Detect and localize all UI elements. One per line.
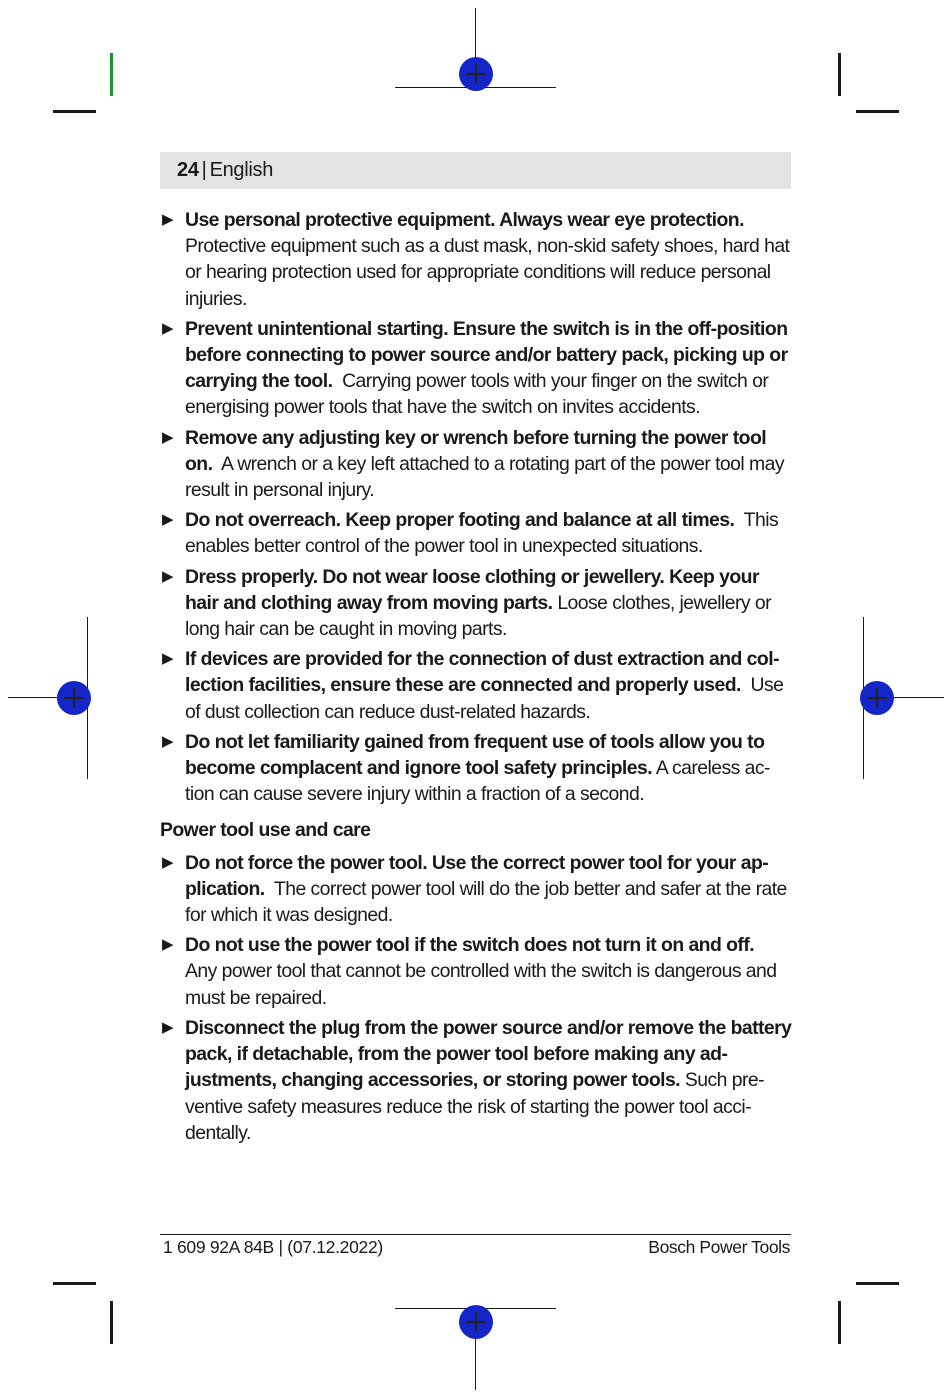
item-bold-text: Disconnect the plug from the power source and/or remove the battery pack, if detachable, from the power tool before making any adjustments, changing accessories, or storing power tools. xyxy=(185,1016,792,1092)
item-text: A wrench or a key left attached to a rotating part of the power tool may result in personal injury. xyxy=(185,452,784,502)
item-text: A careless action can cause severe injury within a fraction of a second. xyxy=(185,757,771,806)
bullet-triangle-icon: ▶ xyxy=(162,319,173,337)
list-item xyxy=(160,850,792,929)
item-text: The correct power tool will do the job better and safer at the rate for which it was designed. xyxy=(185,877,787,927)
list-item xyxy=(160,507,792,559)
page-number: 24 xyxy=(177,159,199,181)
item-bold-text: Remove any adjusting key or wrench before turning the power tool on. xyxy=(185,426,767,475)
bullet-triangle-icon: ▶ xyxy=(162,936,173,954)
bullet-triangle-icon: ▶ xyxy=(162,211,173,228)
list-item xyxy=(160,646,792,725)
section-heading: Power tool use and care xyxy=(160,819,371,842)
item-text: Protective equipment such as a dust mask, non-skid safety shoes, hard hat or hearing protection used for appropriate conditions will reduce personal injuries. xyxy=(185,235,790,310)
item-bold-text: If devices are provided for the connection of dust extraction and collection facilities, ensure these are connected and properly used. xyxy=(185,648,780,697)
item-text: Carrying power tools with your finger on the switch or energising power tools that have the switch on invites accidents. xyxy=(185,370,769,419)
footer-brand: Bosch Power Tools xyxy=(648,1237,790,1257)
bullet-triangle-icon: ▶ xyxy=(162,853,173,871)
safety-content xyxy=(160,207,792,1150)
bullet-triangle-icon: ▶ xyxy=(162,567,173,585)
item-bold-text: Dress properly. Do not wear loose clothing or jewellery. Keep your hair and clothing away from moving parts. xyxy=(185,565,759,614)
crop-mark-bottom-left-horizontal xyxy=(53,1282,96,1285)
list-item xyxy=(160,425,792,504)
bullet-triangle-icon: ▶ xyxy=(162,428,173,446)
list-item xyxy=(160,1015,792,1146)
item-bold-text: Prevent unintentional starting. Ensure the switch is in the off-position before connecting to power source and/or battery pack, picking up or carrying the tool. xyxy=(185,317,788,393)
list-item xyxy=(160,207,792,312)
page-header xyxy=(160,152,791,189)
item-bold-text: Do not overreach. Keep proper footing and balance at all times. xyxy=(185,509,735,532)
crop-mark-bottom-left-vertical xyxy=(110,1301,113,1344)
registration-mark-top xyxy=(459,57,493,91)
crop-mark-top-right-vertical xyxy=(838,53,841,96)
item-bold-text: Use personal protective equipment. Always wear eye protection. xyxy=(185,209,744,231)
crop-mark-top-right-horizontal xyxy=(856,110,899,113)
registration-mark-bottom xyxy=(459,1305,493,1339)
list-item xyxy=(160,729,792,808)
bullet-triangle-icon: ▶ xyxy=(162,1018,173,1036)
item-text: Loose clothes, jewellery or long hair can be caught in moving parts. xyxy=(185,591,771,641)
footer-rule xyxy=(160,1234,791,1235)
item-bold-text: Do not use the power tool if the switch does not turn it on and off. xyxy=(185,934,755,957)
item-text: Such preventive safety measures reduce the risk of starting the power tool accidentally. xyxy=(185,1069,765,1144)
item-bold-text: Do not let familiarity gained from frequent use of tools allow you to become complacent and ignore tool safety principles. xyxy=(185,730,765,780)
bullet-triangle-icon: ▶ xyxy=(162,732,173,750)
item-text: Use of dust collection can reduce dust-related hazards. xyxy=(185,674,784,723)
crop-mark-top-left-vertical xyxy=(110,53,113,96)
crop-mark-top-left-horizontal xyxy=(53,110,96,113)
crop-mark-bottom-right-horizontal xyxy=(856,1282,899,1285)
header-separator: | xyxy=(201,159,207,181)
item-text: This enables better control of the power tool in unexpected situations. xyxy=(185,509,779,558)
header-language: English xyxy=(209,159,274,181)
list-item xyxy=(160,316,792,421)
item-bold-text: Do not force the power tool. Use the correct power tool for your application. xyxy=(185,851,769,900)
registration-mark-left xyxy=(57,681,91,715)
bullet-triangle-icon: ▶ xyxy=(162,511,173,529)
crop-mark-bottom-right-vertical xyxy=(838,1301,841,1344)
footer-document-number: 1 609 92A 84B | (07.12.2022) xyxy=(163,1237,383,1257)
list-item xyxy=(160,564,792,643)
bullet-triangle-icon: ▶ xyxy=(162,650,173,668)
item-text: Any power tool that cannot be controlled with the switch is dangerous and must be repaired. xyxy=(185,960,777,1009)
registration-mark-right xyxy=(860,681,894,715)
list-item xyxy=(160,932,792,1011)
